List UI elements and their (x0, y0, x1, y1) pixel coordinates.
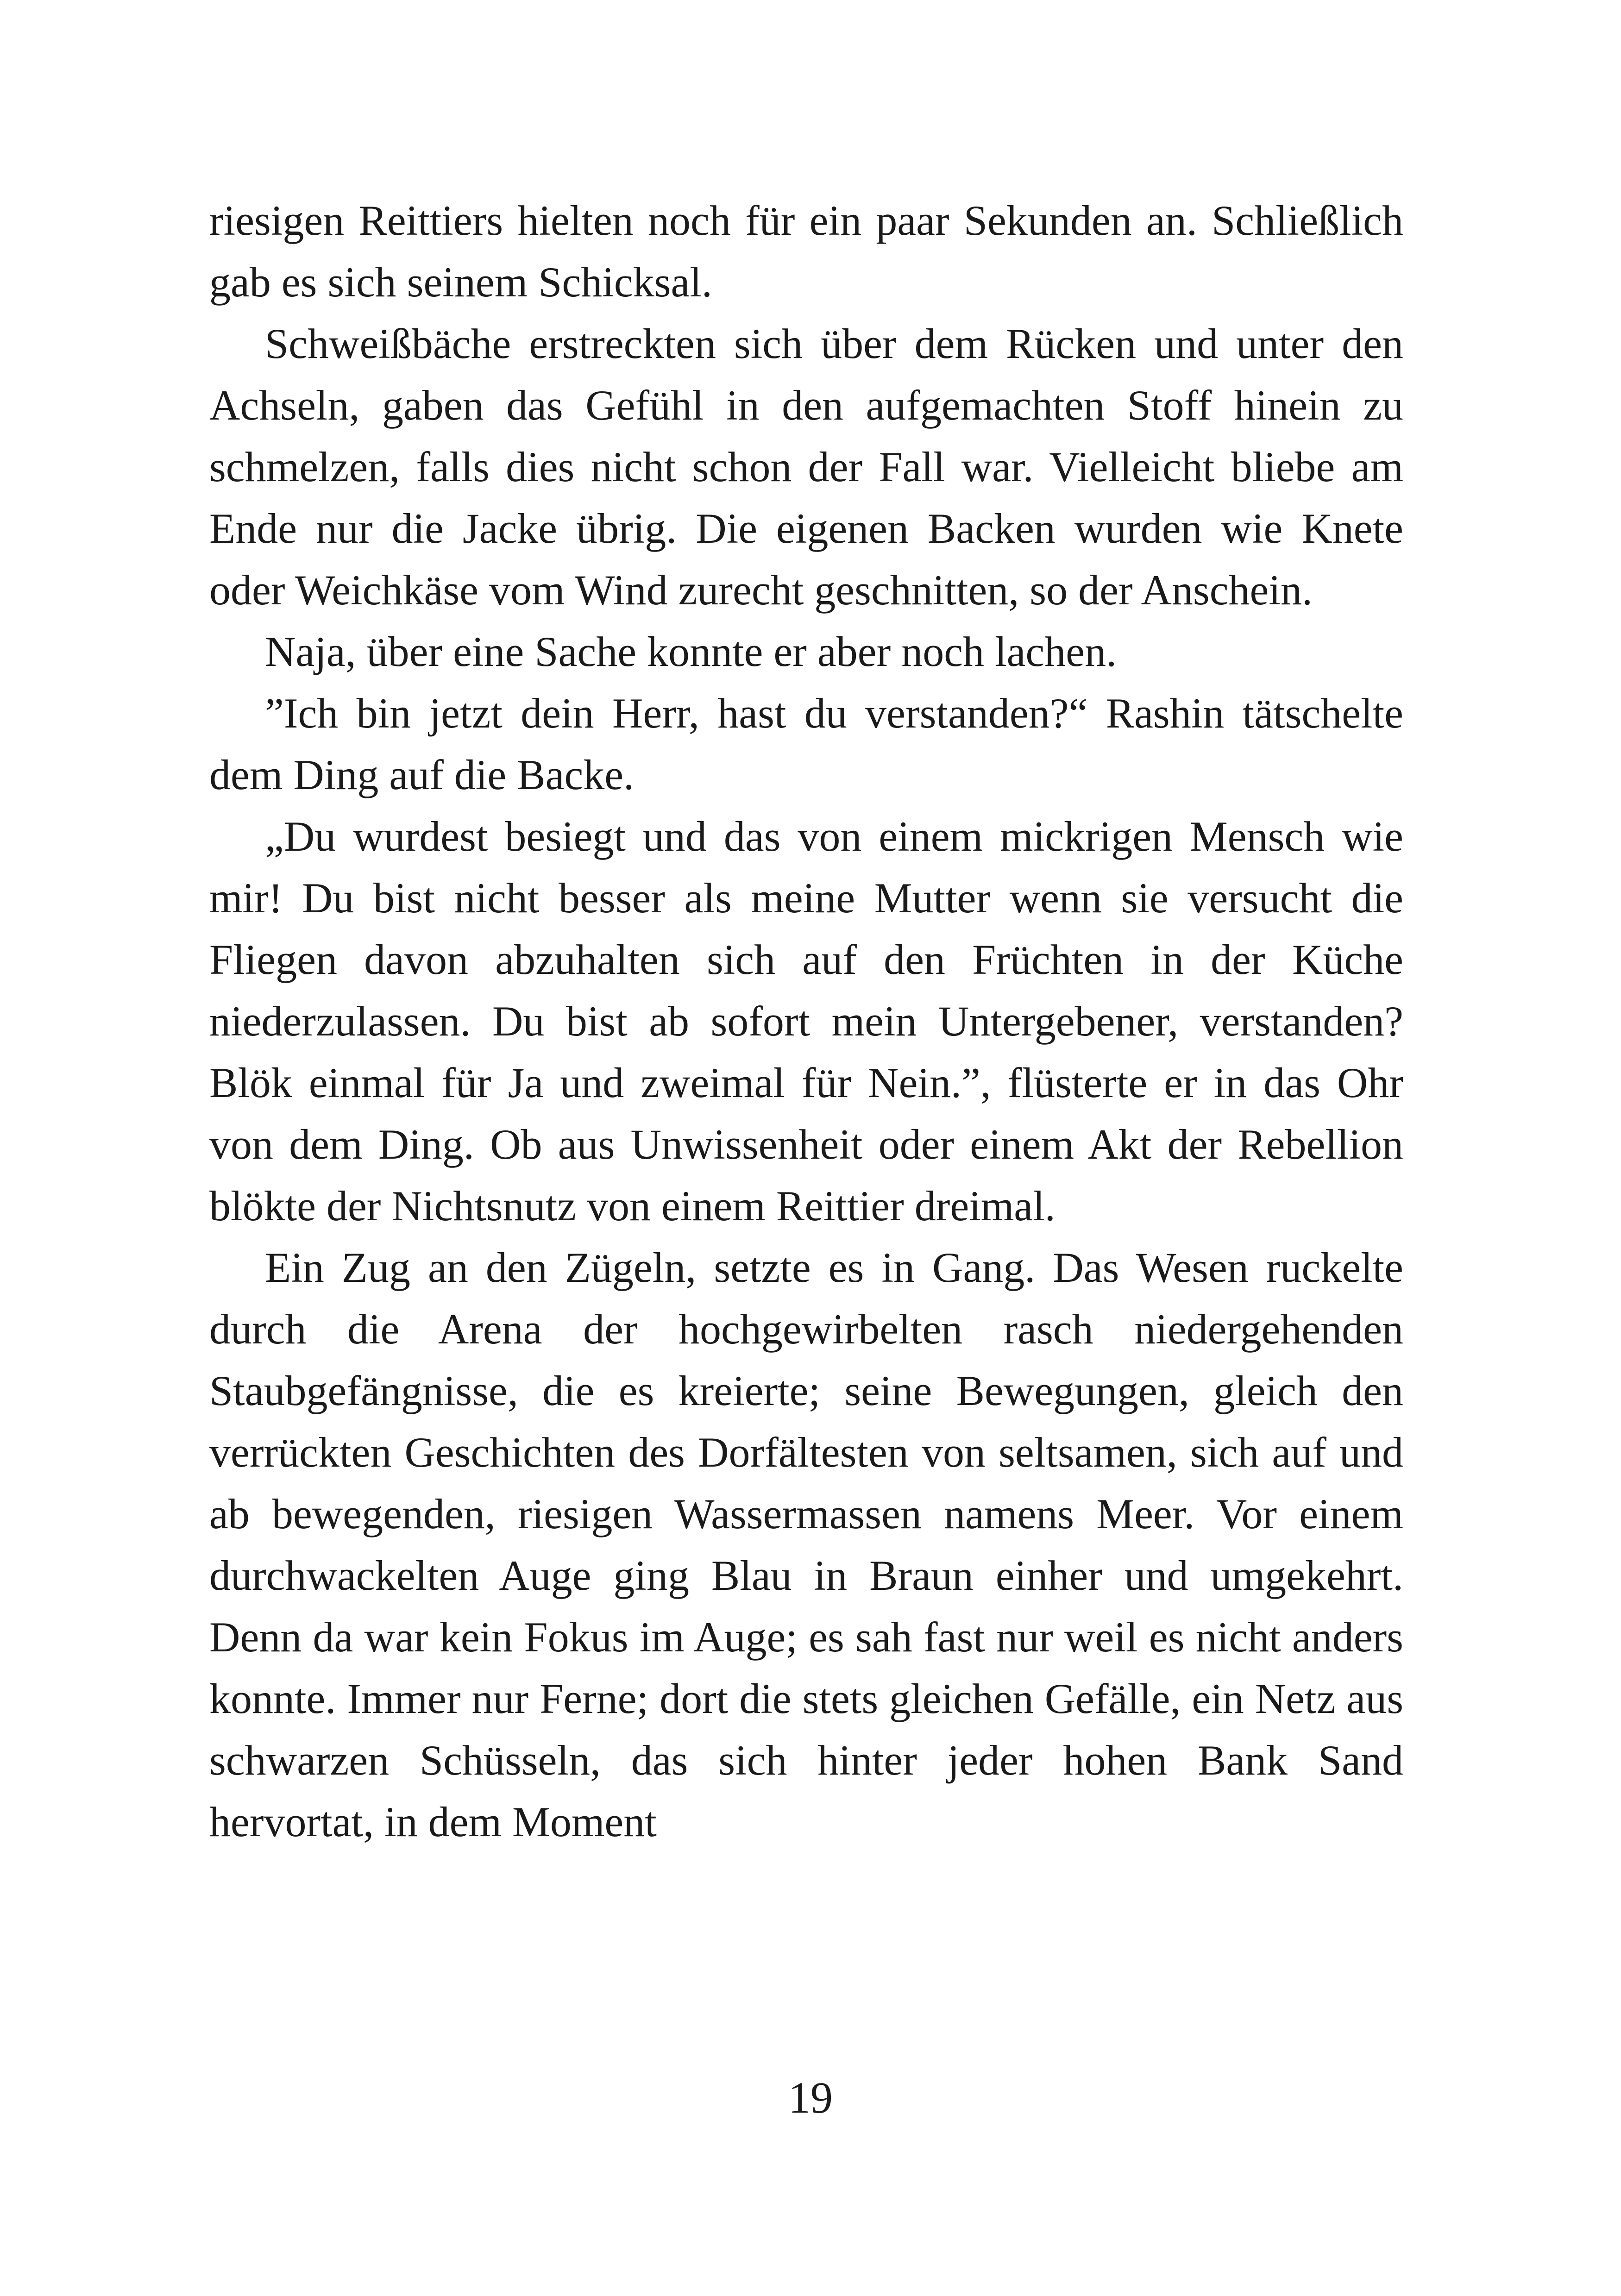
paragraph: Naja, über eine Sache konnte er aber noch lachen. (265, 628, 1117, 675)
paragraph: ”Ich bin jetzt dein Herr, hast du verstanden?“ Rashin tätschelte dem Ding auf die Backe. (209, 690, 1403, 798)
page-number: 19 (788, 2073, 833, 2122)
paragraph-continuation: riesigen Reittiers hielten noch für ein paar Sekunden an. Schließlich gab es sich seinem Schicksal. (209, 197, 1403, 306)
body-text (209, 190, 1403, 1853)
paragraph: „Du wurdest besiegt und das von einem mickrigen Mensch wie mir! Du bist nicht besser als meine Mutter wenn sie versucht die Fliegen davon abzuhalten sich auf den Früchten in der Küche niederzulassen. Du bist ab sofort mein Untergebener, verstanden? Blök einmal für Ja und zweimal für Nein.”, flüsterte er in das Ohr von dem Ding. Ob aus Unwissenheit oder einem Akt der Rebellion blökte der Nichtsnutz von einem Reittier dreimal. (209, 813, 1403, 1230)
paragraph: Ein Zug an den Zügeln, setzte es in Gang. Das Wesen ruckelte durch die Arena der hochgewirbelten rasch niedergehenden Staubgefängnisse, die es kreierte; seine Bewegungen, gleich den verrückten Geschichten des Dorfältesten von seltsamen, sich auf und ab bewegenden, riesigen Wassermassen namens Meer. Vor einem durchwackelten Auge ging Blau in Braun einher und umgekehrt. Denn da war kein Fokus im Auge; es sah fast nur weil es nicht anders konnte. Immer nur Ferne; dort die stets gleichen Gefälle, ein Netz aus schwarzen Schüsseln, das sich hinter jeder hohen Bank Sand hervortat, in dem Moment (209, 1244, 1403, 1845)
paragraph: Schweißbäche erstreckten sich über dem Rücken und unter den Achseln, gaben das Gefühl in den aufgemachten Stoff hinein zu schmelzen, falls dies nicht schon der Fall war. Vielleicht bliebe am Ende nur die Jacke übrig. Die eigenen Backen wurden wie Knete oder Weichkäse vom Wind zurecht geschnitten, so der Anschein. (209, 320, 1403, 614)
